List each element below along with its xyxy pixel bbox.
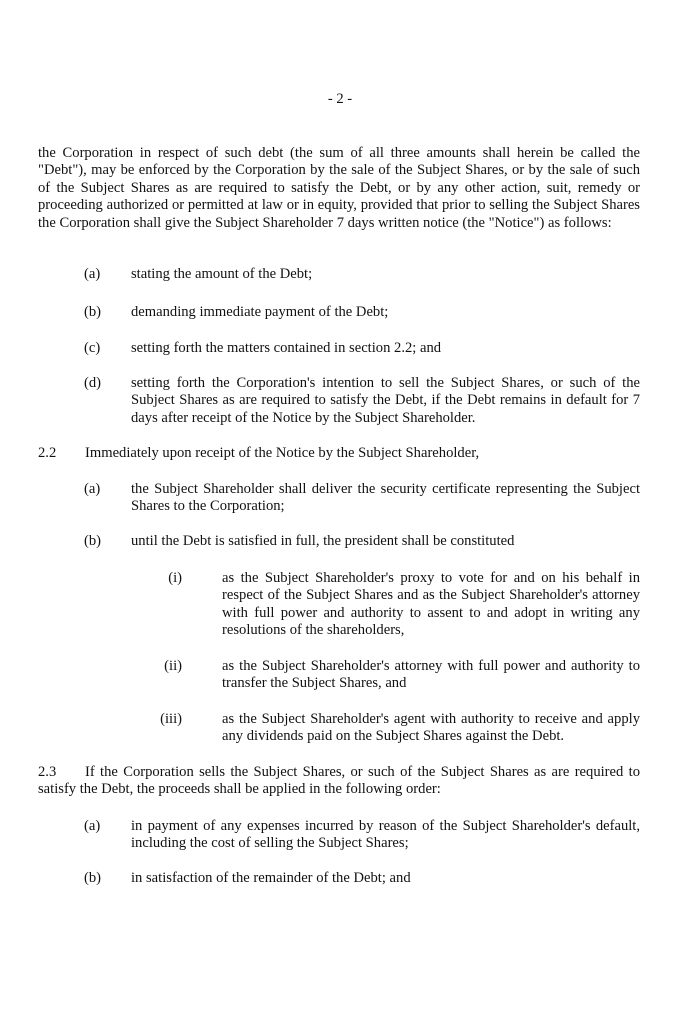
sub-list-item-text: as the Subject Shareholder's proxy to vote for and on his behalf in respect of the Subject Shares and as the Subject Shareholder's attorney with full power and authority to assent to and adopt in writing any resolutions of the shareholders, [222, 570, 640, 639]
sub-list-item-label: (i) [168, 570, 182, 586]
list-item-text: in satisfaction of the remainder of the Debt; and [131, 870, 411, 886]
list-item-label: (a) [84, 266, 101, 282]
page-number: - 2 - [327, 91, 353, 107]
list-item-text: stating the amount of the Debt; [131, 266, 313, 282]
list-item-label: (d) [84, 375, 102, 391]
list-item-text: setting forth the Corporation's intention to sell the Subject Shares, or such of the Subject Shares as are required to satisfy the Debt, if the Debt remains in default for 7 days after receipt of the Notice by the Subject Shareholder. [131, 375, 640, 426]
list-item-text: in payment of any expenses incurred by reason of the Subject Shareholder's default, including the cost of selling the Subject Shares; [131, 818, 640, 852]
sub-list-item-label: (ii) [164, 658, 182, 674]
list-item-text: setting forth the matters contained in section 2.2; and [131, 340, 442, 356]
section-number: 2.2 [38, 445, 57, 461]
sub-list-item-text: as the Subject Shareholder's attorney with full power and authority to transfer the Subject Shares, and [222, 658, 640, 692]
sub-list-item-label: (iii) [160, 711, 182, 727]
list-item-label: (a) [84, 481, 101, 497]
list-item-label: (a) [84, 818, 101, 834]
list-item-label: (b) [84, 533, 102, 549]
list-item-text: until the Debt is satisfied in full, the president shall be constituted [131, 533, 515, 549]
list-item-label: (b) [84, 304, 102, 320]
sub-list-item-text: as the Subject Shareholder's agent with authority to receive and apply any dividends paid on the Subject Shares against the Debt. [222, 711, 640, 745]
section-text: Immediately upon receipt of the Notice by the Subject Shareholder, [85, 445, 480, 461]
list-item-text: demanding immediate payment of the Debt; [131, 304, 389, 320]
section-number: 2.3 [38, 764, 57, 780]
intro-paragraph: the Corporation in respect of such debt (the sum of all three amounts shall herein be called the "Debt"), may be enforced by the Corporation by the sale of the Subject Shares, or by the sale of such of the Subject Shares as are required to satisfy the Debt, or by any other action, suit, remedy or proceeding authorized or permitted at law or in equity, provided that prior to selling the Subject Shares the Corporation shall give the Subject Shareholder 7 days written notice (the "Notice") as follows: [38, 145, 640, 231]
list-item-label: (c) [84, 340, 101, 356]
list-item-label: (b) [84, 870, 102, 886]
section-text: If the Corporation sells the Subject Shares, or such of the Subject Shares as are required to satisfy the Debt, the proceeds shall be applied in the following order: [38, 764, 640, 798]
list-item-text: the Subject Shareholder shall deliver the security certificate representing the Subject Shares to the Corporation; [131, 481, 640, 515]
